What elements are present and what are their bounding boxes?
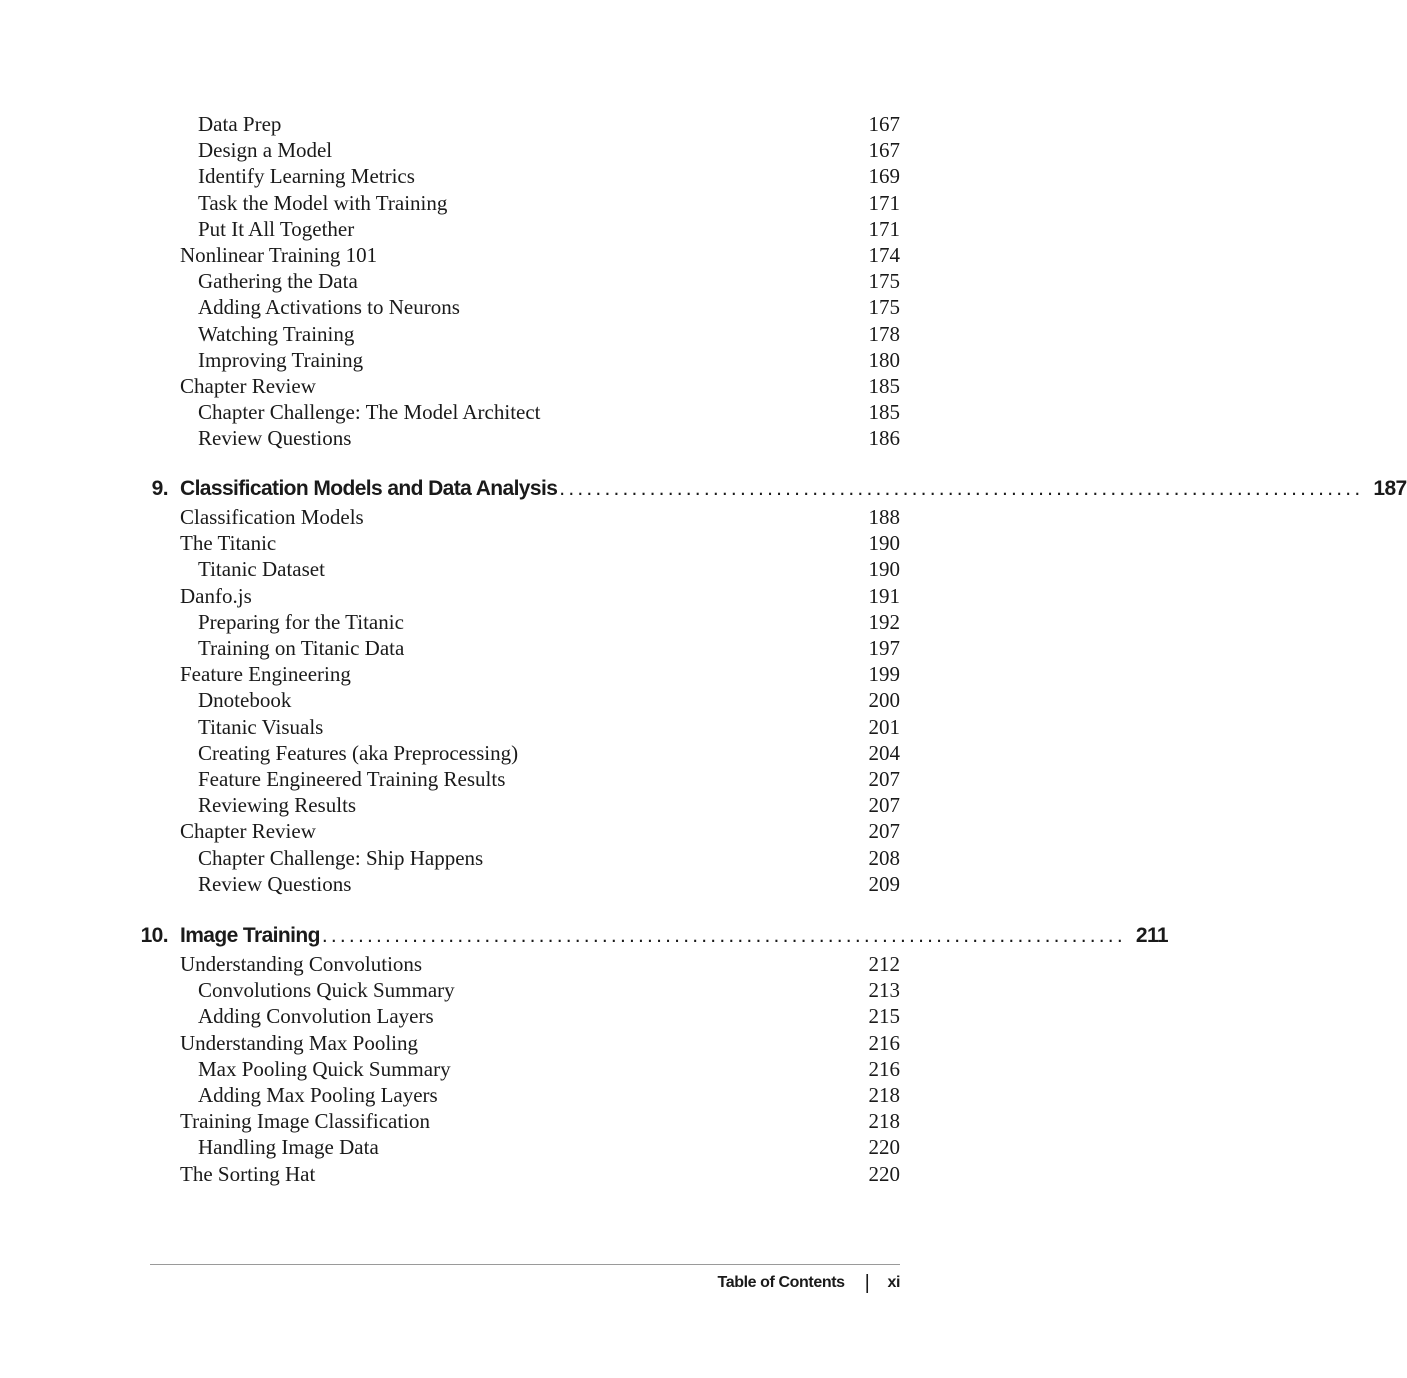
toc-entry-title: Improving Training <box>198 347 364 372</box>
toc-entry[interactable] <box>198 399 900 425</box>
running-footer-label: Table of Contents <box>717 1274 845 1291</box>
toc-entry-page: 167 <box>868 112 900 136</box>
toc-entry[interactable] <box>198 163 900 189</box>
toc-entry-page: 216 <box>868 1030 900 1055</box>
chapter-page: 187 <box>1373 477 1407 500</box>
toc-entry-title: Nonlinear Training 101 <box>180 243 378 267</box>
toc-entry[interactable] <box>180 373 900 399</box>
toc-entry[interactable] <box>180 583 900 609</box>
toc-entry-page: 185 <box>868 400 900 425</box>
toc-entry-page: 191 <box>868 583 900 608</box>
toc-entry-title: Feature Engineering <box>180 662 351 687</box>
toc-entry-page: 212 <box>868 952 900 976</box>
toc-entry-page: 207 <box>868 767 900 791</box>
toc-entry[interactable] <box>198 294 900 320</box>
toc-entry[interactable] <box>198 1003 900 1029</box>
toc-entry-title: Preparing for the Titanic <box>198 609 404 634</box>
chapter-title: Classification Models and Data Analysis <box>180 477 558 500</box>
toc-entry[interactable] <box>198 111 900 137</box>
toc-entry-title: Classification Models <box>180 505 364 529</box>
toc-entry-title: Dnotebook <box>198 688 292 713</box>
toc-entry-title: Training Image Classification <box>180 1109 431 1134</box>
toc-entry-title: Chapter Review <box>180 819 316 844</box>
toc-entry[interactable] <box>180 530 900 556</box>
toc-entry[interactable] <box>198 190 900 216</box>
toc-entry[interactable] <box>198 977 900 1003</box>
toc-entry[interactable] <box>180 818 900 844</box>
toc-entry[interactable] <box>198 556 900 582</box>
toc-entry[interactable] <box>180 1030 900 1056</box>
toc-entry[interactable] <box>198 635 900 661</box>
toc-entry[interactable] <box>198 1056 900 1082</box>
toc-entry[interactable] <box>198 845 900 871</box>
toc-entry-title: Design a Model <box>198 138 333 163</box>
toc-entry-page: 218 <box>868 1083 900 1107</box>
toc-entry-title: Chapter Challenge: The Model Architect <box>198 400 541 425</box>
toc-entry[interactable] <box>180 1161 900 1187</box>
toc-entry-page: 216 <box>868 1056 900 1081</box>
toc-entry-page: 204 <box>868 740 900 765</box>
toc-entry-title: Understanding Max Pooling <box>180 1030 418 1055</box>
toc-entry[interactable] <box>198 609 900 635</box>
toc-entry-title: The Sorting Hat <box>180 1161 316 1186</box>
toc-entry[interactable] <box>180 504 900 530</box>
toc-entry-title: Identify Learning Metrics <box>198 164 415 189</box>
toc-entry-title: Watching Training <box>198 321 355 346</box>
toc-entry-title: Handling Image Data <box>198 1135 379 1160</box>
toc-entry-title: Titanic Visuals <box>198 714 324 739</box>
toc-entry-page: 180 <box>868 347 900 372</box>
toc-entry-title: Adding Max Pooling Layers <box>198 1083 438 1107</box>
toc-entry-title: Training on Titanic Data <box>198 636 405 660</box>
toc-entry-page: 213 <box>868 978 900 1003</box>
toc-entry[interactable] <box>198 687 900 713</box>
toc-entry-page: 207 <box>868 819 900 844</box>
toc-entry-page: 171 <box>868 190 900 215</box>
toc-entry[interactable] <box>198 871 900 897</box>
toc-entry-page: 218 <box>868 1109 900 1134</box>
toc-entry-title: Titanic Dataset <box>198 557 325 582</box>
toc-entry-page: 175 <box>868 269 900 294</box>
toc-entry[interactable] <box>180 661 900 687</box>
toc-entry[interactable] <box>198 714 900 740</box>
toc-entry[interactable] <box>198 1082 900 1108</box>
toc-entry-page: 186 <box>868 426 900 451</box>
toc-entry-title: Understanding Convolutions <box>180 952 423 976</box>
toc-entry-page: 207 <box>868 793 900 818</box>
toc-entry[interactable] <box>198 766 900 792</box>
toc-entry-title: Danfo.js <box>180 583 252 608</box>
toc-entry-page: 171 <box>868 216 900 241</box>
chapter-number: 9. <box>151 477 168 500</box>
toc-entry[interactable] <box>198 137 900 163</box>
toc-entry[interactable] <box>180 242 900 268</box>
toc-entry-page: 199 <box>868 662 900 687</box>
toc-entry-page: 188 <box>868 505 900 529</box>
dot-leader: ......................................................................................... <box>559 477 1364 500</box>
chapter-heading-9[interactable] <box>120 474 1407 504</box>
page-number: xi <box>887 1274 900 1291</box>
toc-entry-title: Chapter Review <box>180 374 316 398</box>
chapter-page: 211 <box>1135 924 1168 947</box>
toc-entry-page: 178 <box>868 321 900 346</box>
toc-entry-title: Adding Convolution Layers <box>198 1004 434 1029</box>
toc-entry[interactable] <box>198 740 900 766</box>
toc-entry[interactable] <box>198 268 900 294</box>
toc-entry-page: 215 <box>868 1004 900 1029</box>
page-footer <box>718 1270 900 1296</box>
toc-entry-title: Data Prep <box>198 112 282 136</box>
toc-entry-page: 190 <box>868 531 900 556</box>
toc-entry[interactable] <box>180 1108 900 1134</box>
toc-entry-title: Chapter Challenge: Ship Happens <box>198 845 484 870</box>
chapter-number: 10. <box>140 924 168 947</box>
toc-entry-title: Adding Activations to Neurons <box>198 295 460 320</box>
toc-entry-title: Task the Model with Training <box>198 190 448 215</box>
toc-entry-title: Convolutions Quick Summary <box>198 978 455 1003</box>
toc-entry-title: Put It All Together <box>198 216 355 241</box>
footer-separator: | <box>864 1272 870 1294</box>
toc-entry-page: 167 <box>868 138 900 163</box>
toc-entry-page: 192 <box>868 609 900 634</box>
toc-entry[interactable] <box>198 792 900 818</box>
toc-entry-title: The Titanic <box>180 531 277 556</box>
toc-entry-page: 209 <box>868 871 900 896</box>
toc-entry[interactable] <box>180 951 900 977</box>
toc-entry-page: 169 <box>868 164 900 189</box>
toc-entry-title: Reviewing Results <box>198 793 357 818</box>
toc-entry-page: 208 <box>868 845 900 870</box>
chapter-title: Image Training <box>180 924 320 947</box>
toc-entry-title: Creating Features (aka Preprocessing) <box>198 740 519 765</box>
toc-entry-page: 190 <box>868 557 900 582</box>
toc-entry-title: Feature Engineered Training Results <box>198 767 506 791</box>
toc-entry-page: 174 <box>868 243 900 267</box>
toc-entry-page: 220 <box>868 1135 900 1160</box>
chapter-heading-10[interactable] <box>120 921 1168 951</box>
toc-entry[interactable] <box>198 425 900 451</box>
toc-entry[interactable] <box>198 321 900 347</box>
toc-entry-page: 201 <box>868 714 900 739</box>
footer-rule <box>150 1264 900 1265</box>
toc-entry-title: Gathering the Data <box>198 269 358 294</box>
toc-entry-page: 185 <box>868 374 900 398</box>
toc-entry-title: Review Questions <box>198 871 352 896</box>
toc-entry[interactable] <box>198 1134 900 1160</box>
toc-entry-page: 200 <box>868 688 900 713</box>
toc-entry-page: 220 <box>868 1161 900 1186</box>
toc-entry-page: 197 <box>868 636 900 660</box>
dot-leader: ......................................................................................... <box>321 924 1126 947</box>
toc-entry-title: Review Questions <box>198 426 352 451</box>
toc-entry[interactable] <box>198 216 900 242</box>
toc-entry[interactable] <box>198 347 900 373</box>
toc-entry-title: Max Pooling Quick Summary <box>198 1056 451 1081</box>
toc-entry-page: 175 <box>868 295 900 320</box>
